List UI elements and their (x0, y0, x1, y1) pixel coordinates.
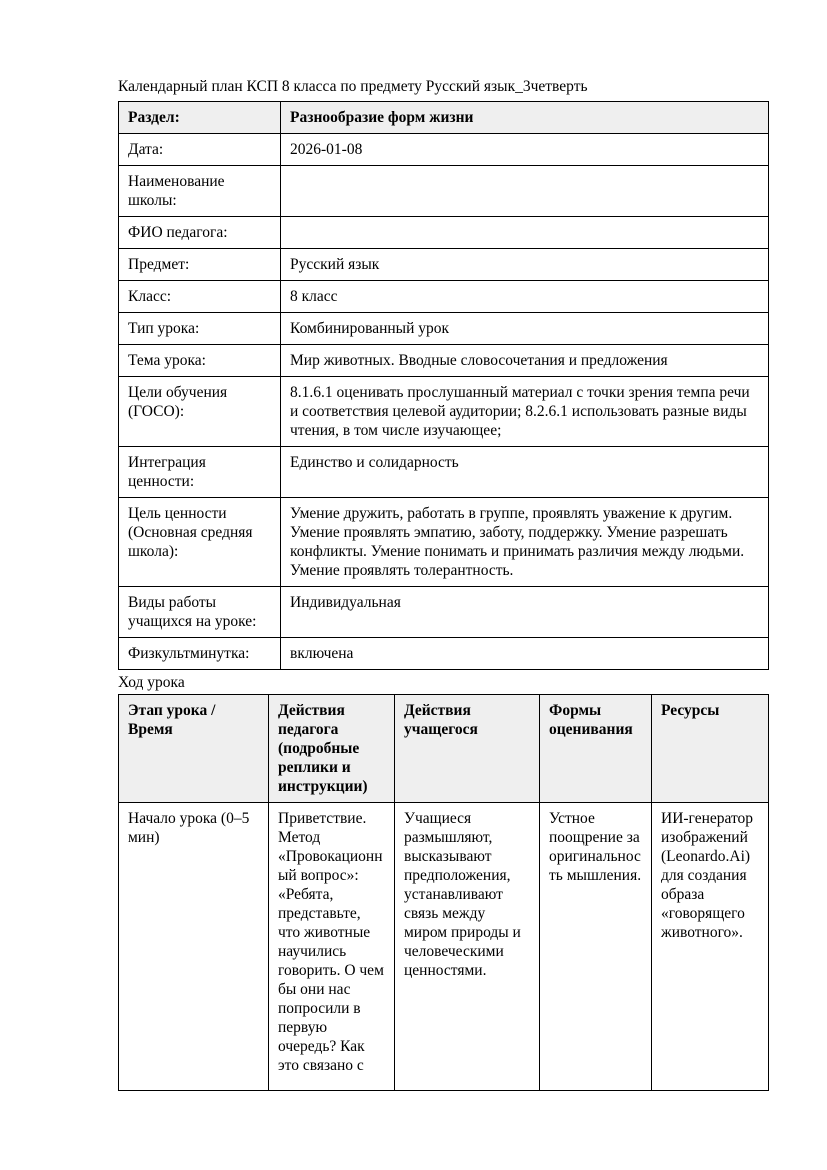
info-row-value: 8.1.6.1 оценивать прослушанный материал с точки зрения темпа речи и соответствия целевой аудитории; 8.2.6.1 использовать разные виды чтения, в том числе изучающее; (281, 377, 769, 447)
cell-stage: Начало урока (0–5 мин) (119, 803, 269, 1091)
lesson-flow-section-label: Ход урока (118, 674, 185, 691)
info-row-label: Интеграция ценности: (119, 447, 281, 498)
info-row-value: 2026-01-08 (281, 134, 769, 166)
info-table-row (119, 134, 769, 166)
info-row-label: Цели обучения (ГОСО): (119, 377, 281, 447)
lesson-table (118, 694, 769, 1091)
cell-assessment: Устное поощрение за оригинальность мышления. (540, 803, 652, 1091)
info-row-value: Единство и солидарность (281, 447, 769, 498)
header-cell-stage: Этап урока / Время (119, 695, 269, 803)
info-row-label: Предмет: (119, 249, 281, 281)
info-row-value: Комбинированный урок (281, 313, 769, 345)
info-table-row (119, 587, 769, 638)
info-row-value: Индивидуальная (281, 587, 769, 638)
cell-student-actions: Учащиеся размышляют, высказывают предположения, устанавливают связь между миром природы и человеческими ценностями. (395, 803, 540, 1091)
cell-resources: ИИ-генератор изображений (Leonardo.Ai) для создания образа «говорящего животного». (652, 803, 769, 1091)
info-row-label: Тема урока: (119, 345, 281, 377)
page-content (118, 77, 768, 1091)
info-row-label: Физкультминутка: (119, 638, 281, 670)
info-row-value: Мир животных. Вводные словосочетания и предложения (281, 345, 769, 377)
info-table-row (119, 377, 769, 447)
info-row-value: Умение дружить, работать в группе, проявлять уважение к другим. Умение проявлять эмпатию, заботу, поддержку. Умение разрешать конфликты. Умение понимать и принимать различия между людьми. Умение проявлять толерантность. (281, 498, 769, 587)
lesson-table-header-row (119, 695, 769, 803)
info-table-row (119, 345, 769, 377)
info-row-value: Русский язык (281, 249, 769, 281)
cell-teacher-actions: Приветствие. Метод «Провокационный вопрос»: «Ребята, представьте, что животные научились говорить. О чем бы они нас попросили в первую очередь? Как это связано с (269, 803, 395, 1091)
info-row-label: Класс: (119, 281, 281, 313)
header-cell-assessment: Формы оценивания (540, 695, 652, 803)
info-row-label: Раздел: (119, 102, 281, 134)
info-row-label: Тип урока: (119, 313, 281, 345)
info-row-label: Цель ценности (Основная средняя школа): (119, 498, 281, 587)
info-table-row (119, 313, 769, 345)
info-table-header-row (119, 102, 769, 134)
info-row-value: Разнообразие форм жизни (281, 102, 769, 134)
info-row-label: Дата: (119, 134, 281, 166)
info-table-row (119, 249, 769, 281)
info-row-value: включена (281, 638, 769, 670)
info-row-label: Наименование школы: (119, 166, 281, 217)
info-table-row (119, 217, 769, 249)
lesson-table-row (119, 803, 769, 1091)
info-table-row (119, 447, 769, 498)
info-row-value: 8 класс (281, 281, 769, 313)
info-row-label: ФИО педагога: (119, 217, 281, 249)
info-table-row (119, 498, 769, 587)
info-table-row (119, 166, 769, 217)
info-table-row (119, 638, 769, 670)
info-table-row (119, 281, 769, 313)
info-row-value (281, 217, 769, 249)
document-title: Календарный план КСП 8 класса по предмету Русский язык_3четверть (118, 78, 588, 95)
header-cell-student-actions: Действия учащегося (395, 695, 540, 803)
info-table (118, 101, 769, 670)
info-row-value (281, 166, 769, 217)
info-row-label: Виды работы учащихся на уроке: (119, 587, 281, 638)
header-cell-resources: Ресурсы (652, 695, 769, 803)
header-cell-teacher-actions: Действия педагога (подробные реплики и инструкции) (269, 695, 395, 803)
